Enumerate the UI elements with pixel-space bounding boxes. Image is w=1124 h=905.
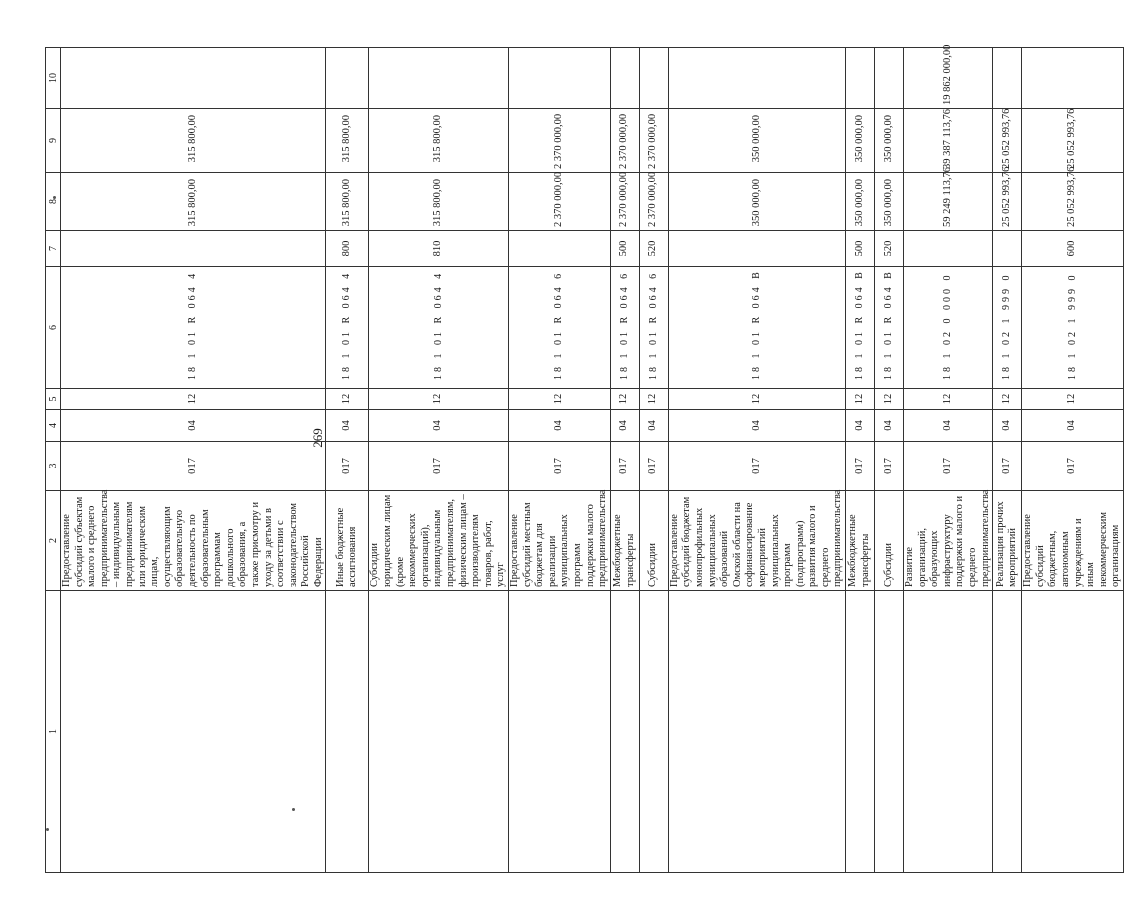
row-index-cell: [509, 591, 611, 873]
row-name: Субсидии юридическим лицам (кроме некоммерческих организаций), индивидуальным предпринимателям, физическим лицам – производителям товаров, работ, услуг: [369, 491, 509, 591]
col-10-cell: 19 862 000,00: [904, 48, 993, 109]
col-6-cell: 18 1 02 1 999 0: [993, 267, 1022, 389]
col-9-cell: 350 000,00: [875, 109, 904, 173]
col-10-cell: [369, 48, 509, 109]
col-5-cell: 12: [639, 389, 668, 410]
col-10-cell: [875, 48, 904, 109]
col-3-cell: 017: [993, 442, 1022, 491]
col-10-cell: [668, 48, 845, 109]
table-row: [1022, 48, 1124, 873]
col-8-cell: 315 800,00: [61, 173, 326, 231]
col-4-cell: 04: [369, 410, 509, 442]
table-row: [369, 48, 509, 873]
col-8-cell: 350 000,00: [846, 173, 875, 231]
table-body: [46, 44, 1124, 873]
col-4-cell: 04: [875, 410, 904, 442]
col-8-cell: 59 249 113,76: [904, 173, 993, 231]
row-name: Развитие организаций, образующих инфраструктуру поддержки малого и среднего предпринимательства: [904, 491, 993, 591]
col-6-cell: 18 1 01 R 064 В: [875, 267, 904, 389]
budget-table: [45, 44, 1124, 873]
col-9-cell: 25 052 993,76: [1022, 109, 1124, 173]
col-6-cell: 18 1 01 R 064 4: [326, 267, 369, 389]
col-4-cell: 04: [668, 410, 845, 442]
col-6-cell: 18 1 02 1 999 0: [1022, 267, 1124, 389]
col-3-cell: 017: [639, 442, 668, 491]
row-index-cell: [639, 591, 668, 873]
col-7-cell: 600: [1022, 231, 1124, 267]
col-10-cell: [993, 48, 1022, 109]
col-5-cell: 12: [369, 389, 509, 410]
row-index-cell: [668, 591, 845, 873]
table-row: [639, 48, 668, 873]
scan-speck: [53, 196, 56, 199]
col-4-cell: 04: [993, 410, 1022, 442]
table-row: [875, 48, 904, 873]
col-9-cell: 2 370 000,00: [610, 109, 639, 173]
col-3-cell: 017: [904, 442, 993, 491]
col-4-cell: 04: [639, 410, 668, 442]
scan-speck: [292, 808, 295, 811]
row-index-cell: [846, 591, 875, 873]
col-10-cell: [509, 48, 611, 109]
col-5-cell: 12: [875, 389, 904, 410]
col-3-cell: 017: [610, 442, 639, 491]
table-row: [846, 48, 875, 873]
col-10-cell: [1022, 48, 1124, 109]
col-7-cell: 520: [639, 231, 668, 267]
col-6-cell: 18 1 01 R 064 6: [610, 267, 639, 389]
col-3-cell: 017: [61, 442, 326, 491]
col-7-cell: 800: [326, 231, 369, 267]
col-7-cell: 810: [369, 231, 509, 267]
col-3-cell: 017: [326, 442, 369, 491]
col-5-cell: 12: [610, 389, 639, 410]
row-index-cell: [610, 591, 639, 873]
col-3-cell: 017: [1022, 442, 1124, 491]
col-10-cell: [610, 48, 639, 109]
col-3-cell: 017: [875, 442, 904, 491]
header-cell: 2: [46, 491, 61, 591]
row-index-cell: [904, 591, 993, 873]
col-8-cell: 350 000,00: [875, 173, 904, 231]
scan-speck: [46, 828, 49, 831]
row-name: Предоставление субсидий субъектам малого и среднего предпринимательства – индивидуальным предпринимателям или юридическим лицам, осуществляющим образовательную деятельность по образовательным программам дошкольного образования, а также присмотру и уходу за детьми в соответствии с законодательством Российской Федерации: [61, 491, 326, 591]
col-10-cell: [326, 48, 369, 109]
row-name: Предоставление субсидий бюджетным, автономным учреждениям и иным некоммерческим организациям: [1022, 491, 1124, 591]
col-6-cell: 18 1 01 R 064 6: [509, 267, 611, 389]
row-index-cell: [326, 591, 369, 873]
col-7-cell: 520: [875, 231, 904, 267]
col-9-cell: 2 370 000,00: [639, 109, 668, 173]
header-cell: 1: [46, 591, 61, 873]
col-6-cell: 18 1 01 R 064 4: [369, 267, 509, 389]
col-9-cell: 25 052 993,76: [993, 109, 1022, 173]
col-6-cell: 18 1 01 R 064 В: [668, 267, 845, 389]
col-7-cell: 500: [610, 231, 639, 267]
header-cell: 10: [46, 48, 61, 109]
col-6-cell: 18 1 01 R 064 6: [639, 267, 668, 389]
col-3-cell: 017: [668, 442, 845, 491]
header-cell: 4: [46, 410, 61, 442]
col-7-cell: [668, 231, 845, 267]
col-5-cell: 12: [668, 389, 845, 410]
col-5-cell: 12: [326, 389, 369, 410]
col-9-cell: 350 000,00: [846, 109, 875, 173]
col-5-cell: 12: [1022, 389, 1124, 410]
col-9-cell: 315 800,00: [369, 109, 509, 173]
col-7-cell: [61, 231, 326, 267]
col-5-cell: 12: [509, 389, 611, 410]
table-row: [326, 48, 369, 873]
col-4-cell: 04: [610, 410, 639, 442]
col-9-cell: 315 800,00: [61, 109, 326, 173]
col-9-cell: 350 000,00: [668, 109, 845, 173]
table-row: [509, 48, 611, 873]
col-10-cell: [639, 48, 668, 109]
row-name: Межбюджетные трансферты: [610, 491, 639, 591]
row-name: Реализация прочих мероприятий: [993, 491, 1022, 591]
row-name: Субсидии: [639, 491, 668, 591]
col-7-cell: 500: [846, 231, 875, 267]
table-row: [610, 48, 639, 873]
table-row: [61, 48, 326, 873]
row-name: Субсидии: [875, 491, 904, 591]
col-7-cell: [904, 231, 993, 267]
col-5-cell: 12: [904, 389, 993, 410]
col-6-cell: 18 1 01 R 064 4: [61, 267, 326, 389]
col-4-cell: 04: [61, 410, 326, 442]
col-8-cell: 315 800,00: [326, 173, 369, 231]
table-row: [904, 48, 993, 873]
table-row: [993, 48, 1022, 873]
col-8-cell: 350 000,00: [668, 173, 845, 231]
col-8-cell: 2 370 000,00: [509, 173, 611, 231]
row-index-cell: [369, 591, 509, 873]
col-3-cell: 017: [509, 442, 611, 491]
col-9-cell: 315 800,00: [326, 109, 369, 173]
header-cell: 5: [46, 389, 61, 410]
header-cell: 8: [46, 173, 61, 231]
row-name: Предоставление субсидий бюджетам монопрофильных муниципальных образований Омской области на софинансирование мероприятий муниципальных программ (подпрограмм) развития малого и среднего предпринимательства: [668, 491, 845, 591]
col-4-cell: 04: [326, 410, 369, 442]
col-9-cell: 39 387 113,76: [904, 109, 993, 173]
header-cell: 9: [46, 109, 61, 173]
col-5-cell: 12: [846, 389, 875, 410]
col-4-cell: 04: [509, 410, 611, 442]
col-8-cell: 25 052 993,76: [993, 173, 1022, 231]
table-row: [668, 48, 845, 873]
header-row: [46, 48, 61, 873]
row-name: Иные бюджетные ассигнования: [326, 491, 369, 591]
col-6-cell: 18 1 01 R 064 В: [846, 267, 875, 389]
col-8-cell: 2 370 000,00: [639, 173, 668, 231]
header-cell: 7: [46, 231, 61, 267]
row-index-cell: [993, 591, 1022, 873]
row-index-cell: [61, 591, 326, 873]
page-number-text: 269: [310, 428, 325, 448]
header-cell: 6: [46, 267, 61, 389]
header-cell: 3: [46, 442, 61, 491]
col-4-cell: 04: [846, 410, 875, 442]
col-4-cell: 04: [1022, 410, 1124, 442]
col-3-cell: 017: [846, 442, 875, 491]
row-index-cell: [1022, 591, 1124, 873]
row-name: Межбюджетные трансферты: [846, 491, 875, 591]
col-3-cell: 017: [369, 442, 509, 491]
rotated-table-container: [45, 44, 1122, 873]
col-8-cell: 315 800,00: [369, 173, 509, 231]
col-8-cell: 2 370 000,00: [610, 173, 639, 231]
col-4-cell: 04: [904, 410, 993, 442]
col-7-cell: [993, 231, 1022, 267]
row-index-cell: [875, 591, 904, 873]
col-5-cell: 12: [61, 389, 326, 410]
col-5-cell: 12: [993, 389, 1022, 410]
col-10-cell: [61, 48, 326, 109]
col-7-cell: [509, 231, 611, 267]
col-10-cell: [846, 48, 875, 109]
col-9-cell: 2 370 000,00: [509, 109, 611, 173]
col-6-cell: 18 1 02 0 000 0: [904, 267, 993, 389]
row-name: Предоставление субсидий местным бюджетам для реализации муниципальных программ поддержки малого предпринимательства: [509, 491, 611, 591]
col-8-cell: 25 052 993,76: [1022, 173, 1124, 231]
